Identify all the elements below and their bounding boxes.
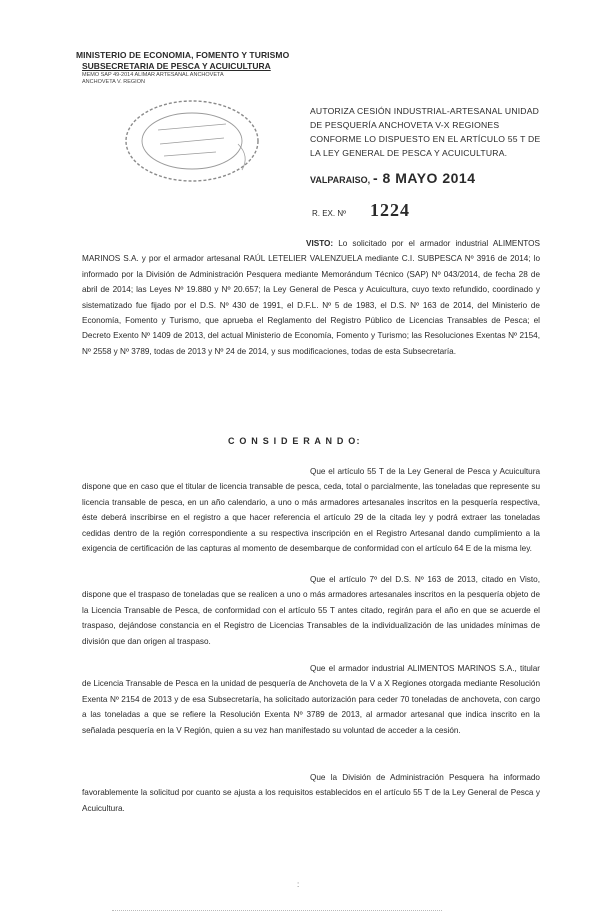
ministry-name: MINISTERIO DE ECONOMIA, FOMENTO Y TURISMO <box>76 50 290 60</box>
subsecretaria-name: SUBSECRETARIA DE PESCA Y ACUICULTURA <box>82 61 271 71</box>
visto-text: Lo solicitado por el armador industrial ALIMENTOS MARINOS S.A. y por el armador artesanal RAÚL LETELIER VALENZUELA mediante C.I. SUBPESCA Nº 3916 de 2014; lo informado por la División de Administración Pesquera mediante Memorándum Técnico (SAP) Nº 043/2014, de fecha 28 de abril de 2014; las Leyes Nº 19.880 y Nº 20.657; la Ley General de Pesca y Acuicultura, cuyo texto refundido, coordinado y sistematizado fue fijado por el D.S. Nº 430 de 1991, el D.F.L. Nº 5 de 1983, el D.S. Nº 163 de 2014, del Ministerio de Economía, Fomento y Turismo, que aprueba el Reglamento del Registro Público de Licencias Transables de Pesca; el Decreto Exento Nº 1409 de 2013, del actual Ministerio de Economía, Fomento y Turismo; las Resoluciones Exentas Nº 2154, Nº 2558 y Nº 3789, todas de 2013 y Nº 24 de 2014, y sus modificaciones, todas de esta Subsecretaría. <box>82 239 540 356</box>
considerando-paragraph-1 <box>82 464 540 556</box>
considerando-paragraph-3 <box>82 661 540 738</box>
resolution-subject: AUTORIZA CESIÓN INDUSTRIAL-ARTESANAL UNIDAD DE PESQUERÍA ANCHOVETA V-X REGIONES CONFORME LO DISPUESTO EN EL ARTÍCULO 55 T DE LA LEY GENERAL DE PESCA Y ACUICULTURA. <box>310 106 541 158</box>
visto-paragraph <box>82 236 540 359</box>
considerando-text-4: Que la División de Administración Pesquera ha informado favorablemente la solicitud por cuanto se ajusta a los requisitos establecidos en el artículo 55 T de la Ley General de Pesca y Acuicultura. <box>82 773 540 813</box>
visto-lead: VISTO: <box>306 239 334 248</box>
considerando-paragraph-4 <box>82 770 540 816</box>
date-stamp: - 8 MAYO 2014 <box>373 170 476 186</box>
resolution-number-label: R. EX. Nº <box>312 209 347 218</box>
considerando-text-3: Que el armador industrial ALIMENTOS MARINOS S.A., titular de Licencia Transable de Pesca en la unidad de pesquería de Anchoveta de la V a X Regiones otorgada mediante Resolución Exenta Nº 2154 de 2013 y de esa Subsecretaría, ha solicitado autorización para ceder 70 toneladas de anchoveta, con cargo a las toneladas a que se refiere la Resolución Exenta Nº 3789 de 2013, al armador artesanal que indica inscrito en la señalada pesquería en la V Región, quien a su vez han manifestado su voluntad de acceder a la cesión. <box>82 664 540 735</box>
scan-edge <box>112 910 442 912</box>
considerando-heading: C O N S I D E R A N D O: <box>228 436 361 446</box>
considerando-paragraph-2 <box>82 572 540 649</box>
page-mark: : <box>297 880 300 889</box>
letterhead <box>76 50 306 86</box>
official-stamp <box>118 94 266 188</box>
considerando-text-2: Que el artículo 7º del D.S. Nº 163 de 2013, citado en Visto, dispone que el traspaso de toneladas que se realicen a uno o más armadores artesanales inscritos en la pesquería objeto de la Licencia Transable de Pesca, de conformidad con el artículo 55 T antes citado, regirán para el año en que se acuerde el traspaso, dejándose constancia en el Registro de Licencias Transables de la individualización de las unidades mínimas de división que dan origen al traspaso. <box>82 575 540 646</box>
memo-reference: MEMO SAP 49-2014 ALIMAR ARTESANAL ANCHOVETA <box>82 72 224 78</box>
memo-reference-line2: ANCHOVETA V. REGION <box>82 79 145 85</box>
date-place: VALPARAISO, <box>310 175 371 185</box>
considerando-text-1: Que el artículo 55 T de la Ley General de Pesca y Acuicultura dispone que en caso que el titular de licencia transable de pesca, ceda, total o parcialmente, las toneladas que represente su licencia transable de pesca, en un año calendario, a uno o más armadores artesanales inscritos en la pesquería respectiva, éste deberá inscribirse en el registro a que hacer referencia el artículo 29 de la citada ley y podrá extraer las toneladas cedidas dentro de la región correspondiente a su respectiva inscripción en el Registro Artesanal dando cumplimiento a la exigencia de certificación de las capturas al momento de desembarque de conformidad con el artículo 64 E de la misma ley. <box>82 467 540 554</box>
resolution-number: 1224 <box>370 200 410 220</box>
